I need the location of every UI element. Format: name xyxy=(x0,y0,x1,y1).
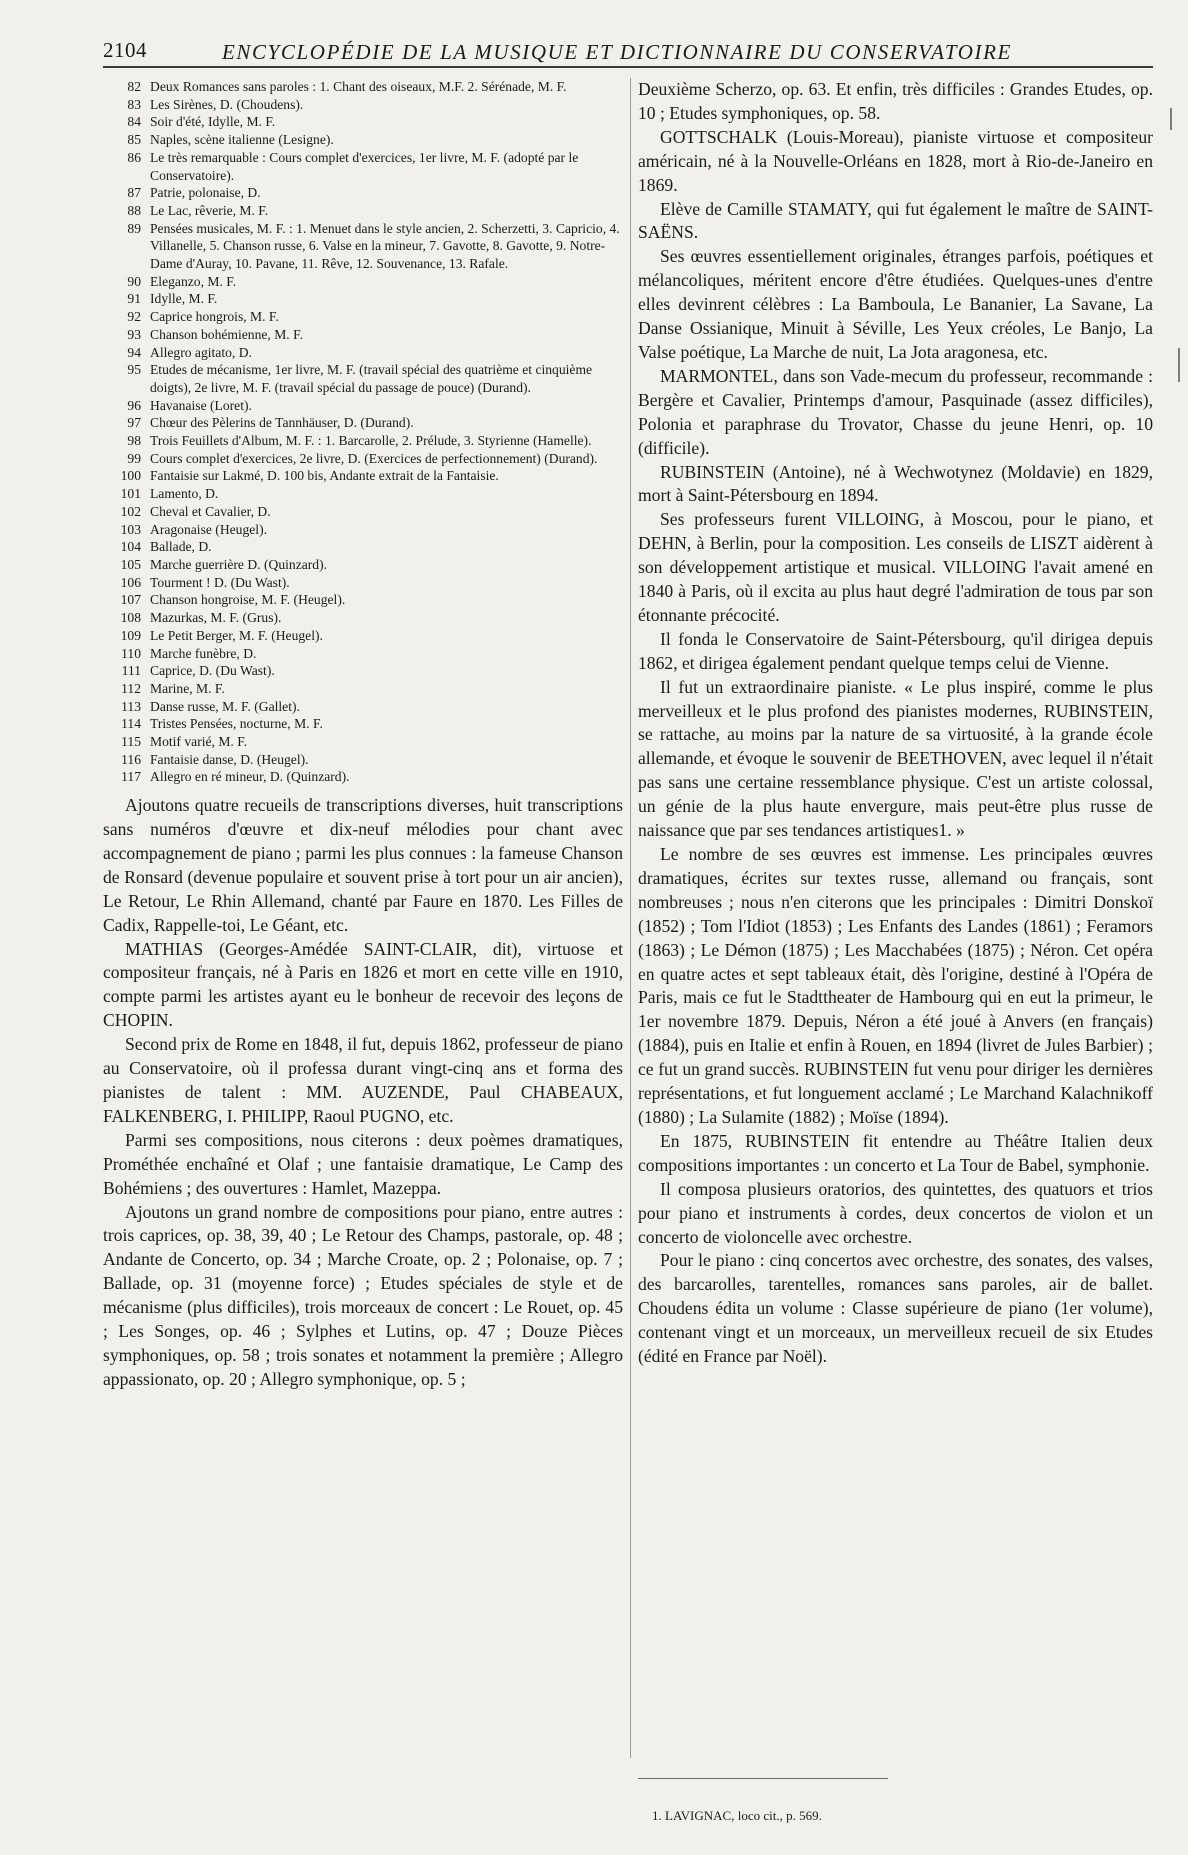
list-item: 90 Eleganzo, M. F. xyxy=(127,273,237,289)
left-column xyxy=(103,78,623,1392)
running-title: ENCYCLOPÉDIE DE LA MUSIQUE ET DICTIONNAIRE DU CONSERVATOIRE xyxy=(222,40,1012,64)
paragraph: Parmi ses compositions, nous citerons : deux poèmes dramatiques, Prométhée enchaîné et Olaf ; une fantaisie dramatique, Le Camp des Bohémiens ; des ouvertures : Hamlet, Mazeppa. xyxy=(103,1129,623,1198)
list-item: 95 Etudes de mécanisme, 1er livre, M. F. (travail spécial des quatrième et cinquième doigts), 2e livre, M. F. (travail spécial du passage de pouce) (Durand). xyxy=(127,362,593,395)
list-item: 117 Allegro en ré mineur, D. (Quinzard). xyxy=(121,769,350,785)
paragraph: GOTTSCHALK (Louis-Moreau), pianiste virtuose et compositeur américain, né à la Nouvelle-Orléans en 1828, mort à Rio-de-Janeiro en 1869. xyxy=(638,126,1153,195)
list-item: 91 Idylle, M. F. xyxy=(127,291,218,307)
right-column xyxy=(638,78,1153,1369)
list-item: 83 Les Sirènes, D. (Choudens). xyxy=(127,96,304,112)
list-item: 99 Cours complet d'exercices, 2e livre, D. (Exercices de perfectionnement) (Durand). xyxy=(127,450,598,466)
works-list xyxy=(103,78,623,786)
list-item: 110 Marche funèbre, D. xyxy=(121,645,257,661)
margin-mark xyxy=(1170,108,1172,130)
paragraph: MARMONTEL, dans son Vade-mecum du professeur, recommande : Bergère et Cavalier, Printemps d'amour, Pasquinade (assez difficiles), Polonia et paraphrase du Trovator, Chasse du jeune Henri, op. 10 (difficile). xyxy=(638,365,1153,458)
list-item: 106 Tourment ! D. (Du Wast). xyxy=(120,574,290,590)
list-item: 109 Le Petit Berger, M. F. (Heugel). xyxy=(120,627,323,643)
margin-mark xyxy=(1178,348,1180,382)
paragraph: RUBINSTEIN (Antoine), né à Wechwotynez (Moldavie) en 1829, mort à Saint-Pétersbourg en 1894. xyxy=(638,461,1153,506)
list-item: 102 Cheval et Cavalier, D. xyxy=(120,503,271,519)
paragraph: Ses professeurs furent VILLOING, à Moscou, pour le piano, et DEHN, à Berlin, pour la composition. Les conseils de LISZT aidèrent à son développement artistique et musical. VILLOING l'avait amené en 1840 à Paris, où il excita au plus haut degré l'admiration de tous par son étonnante précocité. xyxy=(638,509,1153,625)
paragraph: Il composa plusieurs oratorios, des quintettes, des quatuors et trios pour piano et instruments à cordes, deux concertos de violon et un concerto de violoncelle avec orchestre. xyxy=(638,1178,1153,1247)
column-separator xyxy=(630,78,631,1758)
footnote: 1. LAVIGNAC, loco cit., p. 569. xyxy=(652,1808,822,1823)
list-item: 100 Fantaisie sur Lakmé, D. 100 bis, Andante extrait de la Fantaisie. xyxy=(120,468,499,484)
paragraph: Pour le piano : cinq concertos avec orchestre, des sonates, des valses, des barcarolles, tarentelles, romances sans paroles, air de ballet. Choudens édita un volume : Classe supérieure de piano (1er volume), contenant vingt et un morceaux, un merveilleux recueil de six Etudes (édité en France par Noël). xyxy=(638,1250,1153,1367)
list-item: 103 Aragonaise (Heugel). xyxy=(120,521,268,537)
list-item: 105 Marche guerrière D. (Quinzard). xyxy=(120,556,328,572)
paragraph: Second prix de Rome en 1848, il fut, depuis 1862, professeur de piano au Conservatoire, où il professa durant vingt-cinq ans et forma des pianistes de talent : MM. AUZENDE, Paul CHABEAUX, FALKENBERG, I. PHILIPP, Raoul PUGNO, etc. xyxy=(103,1034,623,1126)
list-item: 89 Pensées musicales, M. F. : 1. Menuet dans le style ancien, 2. Scherzetti, 3. Capricio, 4. Villanelle, 5. Chanson russe, 6. Valse en la mineur, 7. Gavotte, 8. Gavotte, 9. Notre-Dame d'Auray, 10. Pavane, 11. Rêve, 12. Souvenance, 13. Rafale. xyxy=(127,220,620,272)
paragraph: Il fut un extraordinaire pianiste. « Le plus inspiré, comme le plus merveilleux et le plus profond des pianistes modernes, RUBINSTEIN, se rattache, au moins par la nature de sa virtuosité, à la grande école allemande, et évoque le souvenir de BEETHOVEN, avec lequel il n'était pas sans une certaine ressemblance physique. C'est un artiste colossal, un génie de la plus haute envergure, mais peut-être plus russe de naissance que par ses tendances artistiques1. » xyxy=(638,676,1153,841)
list-item: 85 Naples, scène italienne (Lesigne). xyxy=(127,132,334,148)
list-item: 93 Chanson bohémienne, M. F. xyxy=(127,326,303,342)
footnote-rule xyxy=(638,1778,888,1779)
list-item: 114 Tristes Pensées, nocturne, M. F. xyxy=(121,716,323,732)
paragraph: En 1875, RUBINSTEIN fit entendre au Théâtre Italien deux compositions importantes : un concerto et La Tour de Babel, symphonie. xyxy=(638,1130,1153,1175)
list-item: 97 Chœur des Pèlerins de Tannhäuser, D. (Durand). xyxy=(127,415,414,431)
list-item: 94 Allegro agitato, D. xyxy=(127,344,252,360)
list-item: 92 Caprice hongrois, M. F. xyxy=(127,309,279,325)
list-item: 88 Le Lac, rêverie, M. F. xyxy=(127,202,269,218)
list-item: 98 Trois Feuillets d'Album, M. F. : 1. Barcarolle, 2. Prélude, 3. Styrienne (Hamelle). xyxy=(127,433,592,449)
list-item: 104 Ballade, D. xyxy=(120,539,212,555)
list-item: 86 Le très remarquable : Cours complet d'exercices, 1er livre, M. F. (adopté par le Conservatoire). xyxy=(127,149,579,183)
list-item: 116 Fantaisie danse, D. (Heugel). xyxy=(121,751,309,767)
list-item: 107 Chanson hongroise, M. F. (Heugel). xyxy=(120,592,346,608)
list-item: 82 Deux Romances sans paroles : 1. Chant des oiseaux, M.F. 2. Sérénade, M. F. xyxy=(127,79,567,94)
list-item: 108 Mazurkas, M. F. (Grus). xyxy=(120,610,282,626)
list-item: 113 Danse russe, M. F. (Gallet). xyxy=(121,698,300,714)
paragraph: MATHIAS (Georges-Amédée SAINT-CLAIR, dit), virtuose et compositeur français, né à Paris en 1826 et mort en cette ville en 1910, compte parmi les artistes ayant eu le bonheur de recevoir des leçons de CHOPIN. xyxy=(103,938,623,1031)
list-item: 111 Caprice, D. (Du Wast). xyxy=(121,663,275,679)
paragraph: Le nombre de ses œuvres est immense. Les principales œuvres dramatiques, écrites sur textes russe, allemand ou français, sont nombreuses ; nous n'en citerons que les principales : Dimitri Donskoï (1852) ; Tom l'Idiot (1853) ; Les Enfants des Landes (1861) ; Feramors (1863) ; Le Démon (1875) ; Les Macchabées (1875) ; Néron. Cet opéra en quatre actes et sept tableaux était, dès l'origine, destiné à l'Opéra de Paris, mais ce fut le Stadttheater de Hambourg qui en eut la primeur, le 1er novembre 1879. Depuis, Néron a été joué à Anvers (en français) (1884), puis en Italie et enfin à Rouen, en 1894 (livret de Jules Barbier) ; ce fut un grand succès. RUBINSTEIN fut venu pour diriger les dernières représentations, et fut longuement acclamé ; Le Marchand Kalachnikoff (1880) ; La Sulamite (1882) ; Moïse (1894). xyxy=(638,844,1153,1127)
paragraph: Ajoutons quatre recueils de transcriptions diverses, huit transcriptions sans numéros d'œuvre et dix-neuf mélodies pour chant avec accompagnement de piano ; parmi les plus connues : la fameuse Chanson de Ronsard (devenue populaire et souvent prise à tort pour un air ancien), Le Retour, Le Rhin Allemand, chanté par Faure en 1870. Les Filles de Cadix, Rappelle-toi, Le Géant, etc. xyxy=(103,795,623,935)
list-item: 112 Marine, M. F. xyxy=(121,680,225,696)
paragraph: Il fonda le Conservatoire de Saint-Pétersbourg, qu'il dirigea depuis 1862, et dirigea également pendant quelque temps celui de Vienne. xyxy=(638,628,1153,673)
list-item: 84 Soir d'été, Idylle, M. F. xyxy=(127,114,276,130)
paragraph: Deuxième Scherzo, op. 63. Et enfin, très difficiles : Grandes Etudes, op. 10 ; Etudes symphoniques, op. 58. xyxy=(638,79,1153,123)
list-item: 96 Havanaise (Loret). xyxy=(127,397,252,413)
list-item: 115 Motif varié, M. F. xyxy=(121,734,248,750)
paragraph: Ses œuvres essentiellement originales, étranges parfois, poétiques et mélancoliques, méritent encore d'être étudiées. Quelques-unes d'entre elles devinrent célèbres : La Bamboula, Le Bananier, La Savane, La Danse Ossianique, Minuit à Séville, Les Yeux créoles, Le Banjo, La Valse poétique, La Marche de nuit, La Jota aragonesa, etc. xyxy=(638,246,1153,362)
header-rule xyxy=(103,66,1153,68)
paragraph: Elève de Camille STAMATY, qui fut également le maître de SAINT-SAËNS. xyxy=(638,198,1153,243)
paragraph: Ajoutons un grand nombre de compositions pour piano, entre autres : trois caprices, op. 38, 39, 40 ; Le Retour des Champs, pastorale, op. 48 ; Andante de Concerto, op. 34 ; Marche Croate, op. 2 ; Polonaise, op. 7 ; Ballade, op. 31 (moyenne force) ; Etudes spéciales de style et de mécanisme (plus difficiles), trois morceaux de concert : Le Rouet, op. 45 ; Les Songes, op. 46 ; Sylphes et Lutins, op. 47 ; Douze Pièces symphoniques, op. 58 ; trois sonates et notamment la première ; Allegro appassionato, op. 20 ; Allegro symphonique, op. 5 ; xyxy=(103,1201,623,1389)
list-item: 87 Patrie, polonaise, D. xyxy=(127,185,261,201)
list-item: 101 Lamento, D. xyxy=(120,486,219,502)
page-number: 2104 xyxy=(103,38,147,62)
